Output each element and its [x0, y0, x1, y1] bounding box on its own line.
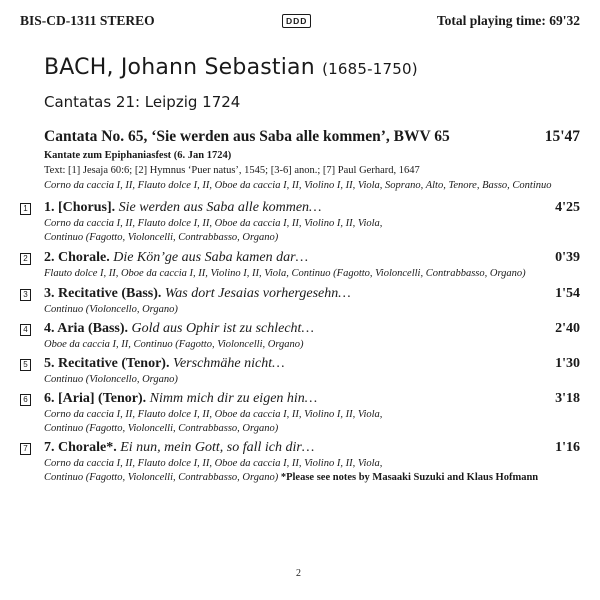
- track-text: Sie werden aus Saba alle kommen…: [115, 200, 322, 215]
- track-instrumentation-cont: Continuo (Fagotto, Violoncelli, Contrabbasso, Organo): [44, 232, 279, 243]
- composer-dates: (1685-1750): [322, 60, 418, 78]
- track-text: Ei nun, mein Gott, so fall ich dir…: [116, 440, 315, 455]
- track-label: 3. Recitative (Bass).: [44, 286, 162, 301]
- track-duration: 1'16: [555, 440, 580, 455]
- track-title: [44, 321, 314, 337]
- track-number-box: 1: [20, 203, 31, 215]
- track-text: Verschmähe nicht…: [169, 356, 285, 371]
- track-instrumentation: Continuo (Violoncello, Organo): [44, 374, 178, 385]
- track-text: Die Kön’ge aus Saba kamen dar…: [109, 250, 309, 265]
- page-header: [20, 10, 580, 32]
- track-title: [44, 200, 322, 216]
- album-subtitle: Cantatas 21: Leipzig 1724: [44, 93, 241, 111]
- cantata-title-row: [44, 128, 580, 146]
- track-title: [44, 286, 351, 302]
- track-title: [44, 250, 308, 266]
- track-instrumentation: Flauto dolce I, II, Oboe da caccia I, II, Violino I, II, Viola, Continuo (Fagotto, Violoncelli, Contrabbasso, Organo): [44, 268, 526, 279]
- track-number-box: 5: [20, 359, 31, 371]
- track-label: 1. [Chorus].: [44, 200, 116, 215]
- track-instrumentation: Corno da caccia I, II, Flauto dolce I, II, Oboe da caccia I, II, Violino I, II, Viola,: [44, 409, 383, 420]
- track-number-box: 7: [20, 443, 31, 455]
- track-duration: 4'25: [555, 200, 580, 215]
- composer-heading: [44, 55, 418, 80]
- track-number-box: 3: [20, 289, 31, 301]
- track-label: 7. Chorale*.: [44, 440, 117, 455]
- track-duration: 1'30: [555, 356, 580, 371]
- total-playing-time: Total playing time: 69'32: [436, 13, 580, 28]
- track-number-box: 6: [20, 394, 31, 406]
- track-duration: 1'54: [555, 286, 580, 301]
- track-instrumentation: Corno da caccia I, II, Flauto dolce I, II, Oboe da caccia I, II, Violino I, II, Viola,: [44, 458, 383, 469]
- track-title: [44, 391, 317, 407]
- track-instrumentation: Continuo (Violoncello, Organo): [44, 304, 178, 315]
- footnote: *Please see notes by Masaaki Suzuki and Klaus Hofmann: [278, 472, 539, 483]
- track-instrumentation-cont: [44, 472, 538, 483]
- cantata-title: Cantata No. 65, ‘Sie werden aus Saba alle kommen’, BWV 65: [44, 128, 450, 145]
- catalog-number: BIS-CD-1311 STEREO: [20, 13, 155, 28]
- track-text: Nimm mich dir zu eigen hin…: [146, 391, 318, 406]
- track-instrumentation-cont: Continuo (Fagotto, Violoncelli, Contrabbasso, Organo): [44, 423, 279, 434]
- track-title: [44, 356, 285, 372]
- track-label: 6. [Aria] (Tenor).: [44, 391, 147, 406]
- track-instrumentation-text: Continuo (Fagotto, Violoncelli, Contrabbasso, Organo): [44, 472, 279, 483]
- track-instrumentation: Oboe da caccia I, II, Continuo (Fagotto, Violoncelli, Organo): [44, 339, 304, 350]
- cantata-text-sources: Text: [1] Jesaja 60:6; [2] Hymnus ‘Puer natus’, 1545; [3-6] anon.; [7] Paul Gerhard, 1647: [44, 165, 420, 176]
- cantata-occasion: Kantate zum Epiphaniasfest (6. Jan 1724): [44, 150, 232, 161]
- track-number-box: 2: [20, 253, 31, 265]
- track-label: 4. Aria (Bass).: [44, 321, 128, 336]
- track-duration: 0'39: [555, 250, 580, 265]
- composer-name: BACH, Johann Sebastian: [44, 55, 315, 80]
- track-text: Was dort Jesaias vorhergesehn…: [161, 286, 351, 301]
- ddd-badge: DDD: [282, 14, 311, 28]
- page-number: 2: [296, 568, 301, 579]
- cantata-duration: 15'47: [544, 128, 580, 145]
- track-number-box: 4: [20, 324, 31, 336]
- track-duration: 3'18: [555, 391, 580, 406]
- track-label: 5. Recitative (Tenor).: [44, 356, 170, 371]
- cantata-instrumentation: Corno da caccia I, II, Flauto dolce I, II, Oboe da caccia I, II, Violino I, II, Viola, Soprano, Alto, Tenore, Basso, Continuo: [44, 180, 552, 191]
- track-text: Gold aus Ophir ist zu schlecht…: [128, 321, 314, 336]
- track-title: [44, 440, 314, 456]
- track-duration: 2'40: [555, 321, 580, 336]
- track-instrumentation: Corno da caccia I, II, Flauto dolce I, II, Oboe da caccia I, II, Violino I, II, Viola,: [44, 218, 383, 229]
- track-label: 2. Chorale.: [44, 250, 110, 265]
